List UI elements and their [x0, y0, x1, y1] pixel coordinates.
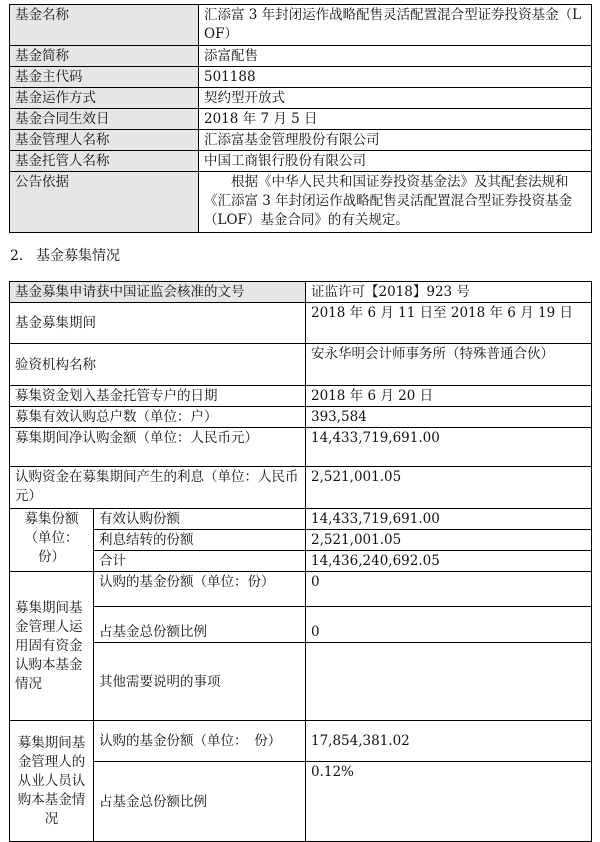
approval-number-value: 证监许可【2018】923 号 — [306, 282, 592, 303]
transfer-date-label: 募集资金划入基金托管专户的日期 — [10, 386, 306, 407]
staff-row-label: 占基金总份额比例 — [94, 762, 306, 842]
fund-info-table — [9, 4, 592, 233]
manager-own-row-label: 认购的基金份额（单位：份） — [94, 572, 306, 607]
staff-row-value: 17,854,381.02 — [306, 721, 592, 762]
fund-short-name-value: 添富配售 — [199, 46, 592, 67]
raised-shares-group-label: 募集份额（单位：份） — [10, 509, 94, 572]
subscriber-households-value: 393,584 — [306, 407, 592, 428]
operation-mode-value: 契约型开放式 — [199, 88, 592, 109]
interest-label: 认购资金在募集期间产生的利息（单位：人民币元） — [10, 467, 306, 509]
fund-code-value: 501188 — [199, 67, 592, 88]
subscriber-households-label: 募集有效认购总户数（单位：户） — [10, 407, 306, 428]
raise-period-value: 2018 年 6 月 11 日至 2018 年 6 月 19 日 — [306, 303, 592, 344]
staff-row-value: 0.12% — [306, 762, 592, 842]
contract-effective-date-label: 基金合同生效日 — [10, 109, 199, 130]
fund-name-label: 基金名称 — [10, 5, 199, 46]
staff-row-label: 认购的基金份额（单位： 份） — [94, 721, 306, 762]
fund-name-value: 汇添富 3 年封闭运作战略配售灵活配置混合型证券投资基金（LOF） — [199, 5, 592, 46]
raised-shares-row-label: 合计 — [94, 551, 306, 572]
manager-own-row-label: 占基金总份额比例 — [94, 607, 306, 643]
contract-effective-date-value: 2018 年 7 月 5 日 — [199, 109, 592, 130]
fund-short-name-label: 基金简称 — [10, 46, 199, 67]
fund-raise-table — [9, 281, 592, 842]
auditor-value: 安永华明会计师事务所（特殊普通合伙） — [306, 344, 592, 386]
raise-period-label: 基金募集期间 — [10, 303, 306, 344]
section-title: 基金募集情况 — [36, 248, 120, 264]
net-subscription-amount-label: 募集期间净认购金额（单位：人民币元） — [10, 428, 306, 467]
manager-own-row-value — [306, 643, 592, 721]
announcement-basis-label: 公告依据 — [10, 172, 199, 233]
fund-manager-value: 汇添富基金管理股份有限公司 — [199, 130, 592, 151]
manager-own-funds-group-label: 募集期间基金管理人运用固有资金认购本基金情况 — [10, 572, 94, 721]
raised-shares-row-value: 2,521,001.05 — [306, 530, 592, 551]
interest-value: 2,521,001.05 — [306, 467, 592, 509]
section-heading — [10, 246, 120, 266]
raised-shares-row-label: 利息结转的份额 — [94, 530, 306, 551]
auditor-label: 验资机构名称 — [10, 344, 306, 386]
transfer-date-value: 2018 年 6 月 20 日 — [306, 386, 592, 407]
raised-shares-row-label: 有效认购份额 — [94, 509, 306, 530]
staff-subscription-group-label: 募集期间基金管理人的从业人员认购本基金情况 — [10, 721, 94, 842]
raised-shares-row-value: 14,433,719,691.00 — [306, 509, 592, 530]
net-subscription-amount-value: 14,433,719,691.00 — [306, 428, 592, 467]
fund-custodian-value: 中国工商银行股份有限公司 — [199, 151, 592, 172]
fund-manager-label: 基金管理人名称 — [10, 130, 199, 151]
manager-own-row-label: 其他需要说明的事项 — [94, 643, 306, 721]
approval-number-label: 基金募集申请获中国证监会核准的文号 — [10, 282, 306, 303]
raised-shares-row-value: 14,436,240,692.05 — [306, 551, 592, 572]
announcement-basis-value: 根据《中华人民共和国证券投资基金法》及其配套法规和《汇添富 3 年封闭运作战略配售灵活配置混合型证券投资基金（LOF）基金合同》的有关规定。 — [199, 172, 592, 233]
manager-own-row-value: 0 — [306, 572, 592, 607]
section-number: 2. — [10, 248, 24, 264]
fund-custodian-label: 基金托管人名称 — [10, 151, 199, 172]
operation-mode-label: 基金运作方式 — [10, 88, 199, 109]
fund-code-label: 基金主代码 — [10, 67, 199, 88]
manager-own-row-value: 0 — [306, 607, 592, 643]
